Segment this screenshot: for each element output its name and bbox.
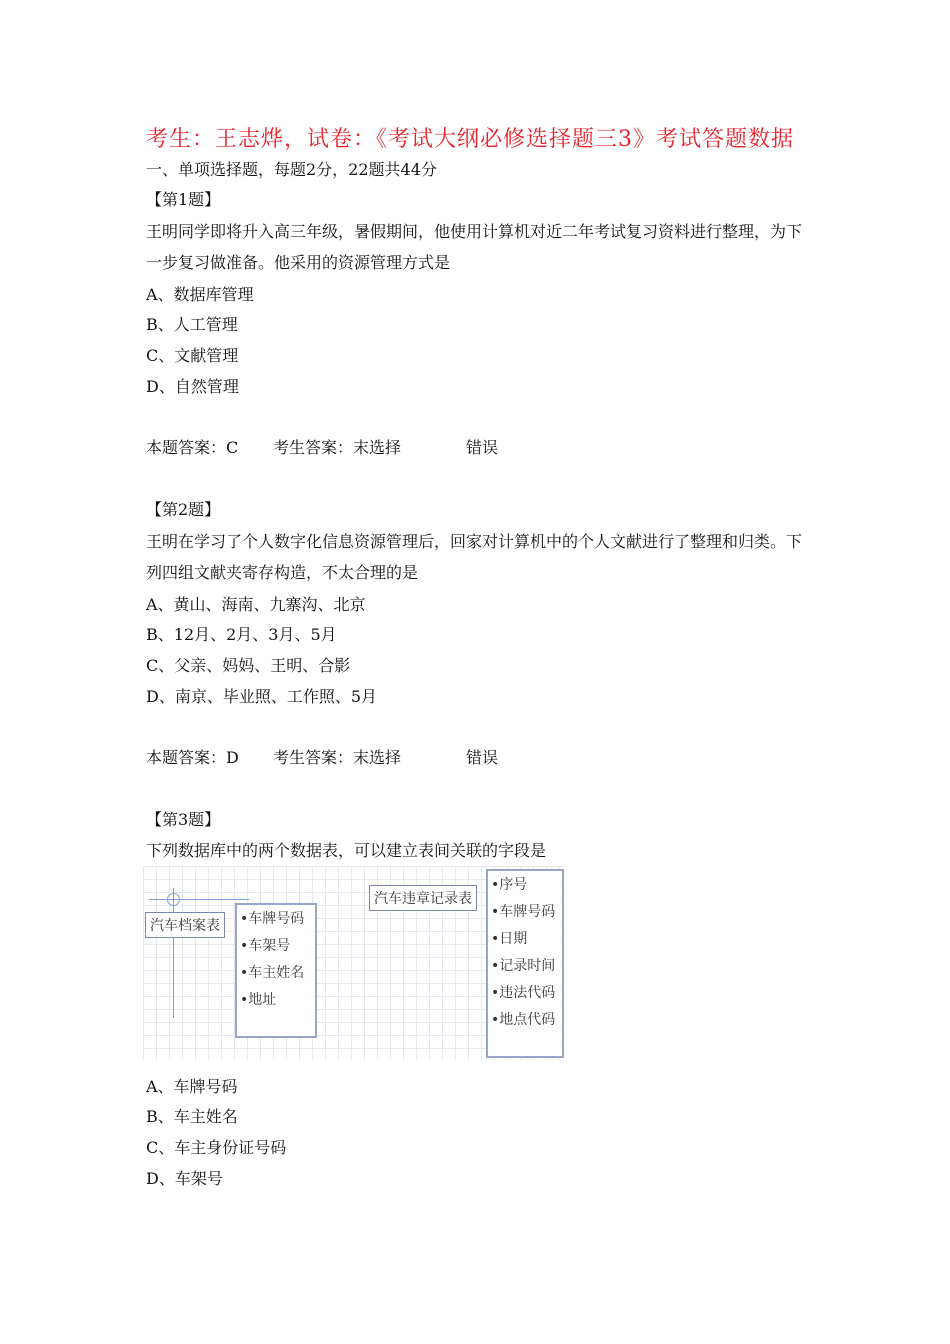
question-3-text: 下列数据库中的两个数据表，可以建立表间关联的字段是 <box>146 841 547 860</box>
question-2-option-a: A、黄山、海南、九寨沟、北京 <box>146 595 366 614</box>
table2-name: 汽车违章记录表 <box>369 885 477 911</box>
question-2-option-d: D、南京、毕业照、工作照、5月 <box>146 687 378 706</box>
table1-field: •车架号 <box>240 938 291 954</box>
table2-field: •车牌号码 <box>491 904 556 920</box>
table1-name: 汽车档案表 <box>145 912 225 938</box>
correct-answer: 本题答案：C <box>146 438 239 457</box>
student-answer: 考生答案：末选择 <box>273 438 402 457</box>
question-1-text: 王明同学即将升入高三年级，暑假期间，他使用计算机对近二年考试复习资料进行整理，为下一步复习做准备。他采用的资源管理方式是 <box>146 222 803 272</box>
table1-field: •车主姓名 <box>240 965 305 981</box>
table2-field: •日期 <box>491 931 528 947</box>
question-3-option-a: A、车牌号码 <box>146 1077 238 1096</box>
table1-field: •车牌号码 <box>240 911 305 927</box>
question-2-option-c: C、父亲、妈妈、王明、合影 <box>146 656 351 675</box>
question-1-option-d: D、自然管理 <box>146 377 239 396</box>
question-1-option-b: B、人工管理 <box>146 315 238 334</box>
question-2-answer-row <box>146 747 498 769</box>
database-diagram <box>143 866 565 1060</box>
question-1-answer-row <box>146 437 498 459</box>
section-heading: 一、单项选择题，每题2分，22题共44分 <box>146 160 437 179</box>
table2-field: •序号 <box>491 877 528 893</box>
question-3-option-d: D、车架号 <box>146 1169 223 1188</box>
question-2-text: 王明在学习了个人数字化信息资源管理后，回家对计算机中的个人文献进行了整理和归类。下列四组文献夹寄存构造，不太合理的是 <box>146 532 803 582</box>
table2-field: •违法代码 <box>491 985 556 1001</box>
question-1-option-a: A、数据库管理 <box>146 285 254 304</box>
correct-answer: 本题答案：D <box>146 748 239 767</box>
table2-field: •记录时间 <box>491 958 556 974</box>
student-answer: 考生答案：末选择 <box>273 748 402 767</box>
question-3-option-c: C、车主身份证号码 <box>146 1138 287 1157</box>
question-3-option-b: B、车主姓名 <box>146 1107 238 1126</box>
question-2-option-b: B、12月、2月、3月、5月 <box>146 625 337 644</box>
table2-field: •地点代码 <box>491 1012 556 1028</box>
crosshair-icon <box>167 893 180 906</box>
result-label: 错误 <box>466 438 499 457</box>
guide-line <box>173 888 174 1018</box>
page-title: 考生：王志烨，试卷：《考试大纲必修选择题三3》考试答题数据 <box>146 127 794 152</box>
guide-line <box>149 899 249 900</box>
question-2-number: 【第2题】 <box>146 500 221 519</box>
result-label: 错误 <box>466 748 499 767</box>
table2-fields <box>486 869 564 1058</box>
question-3-number: 【第3题】 <box>146 810 221 829</box>
question-1-number: 【第1题】 <box>146 190 221 209</box>
table1-fields <box>235 903 317 1038</box>
table1-field: •地址 <box>240 992 277 1008</box>
question-1-option-c: C、文献管理 <box>146 346 239 365</box>
